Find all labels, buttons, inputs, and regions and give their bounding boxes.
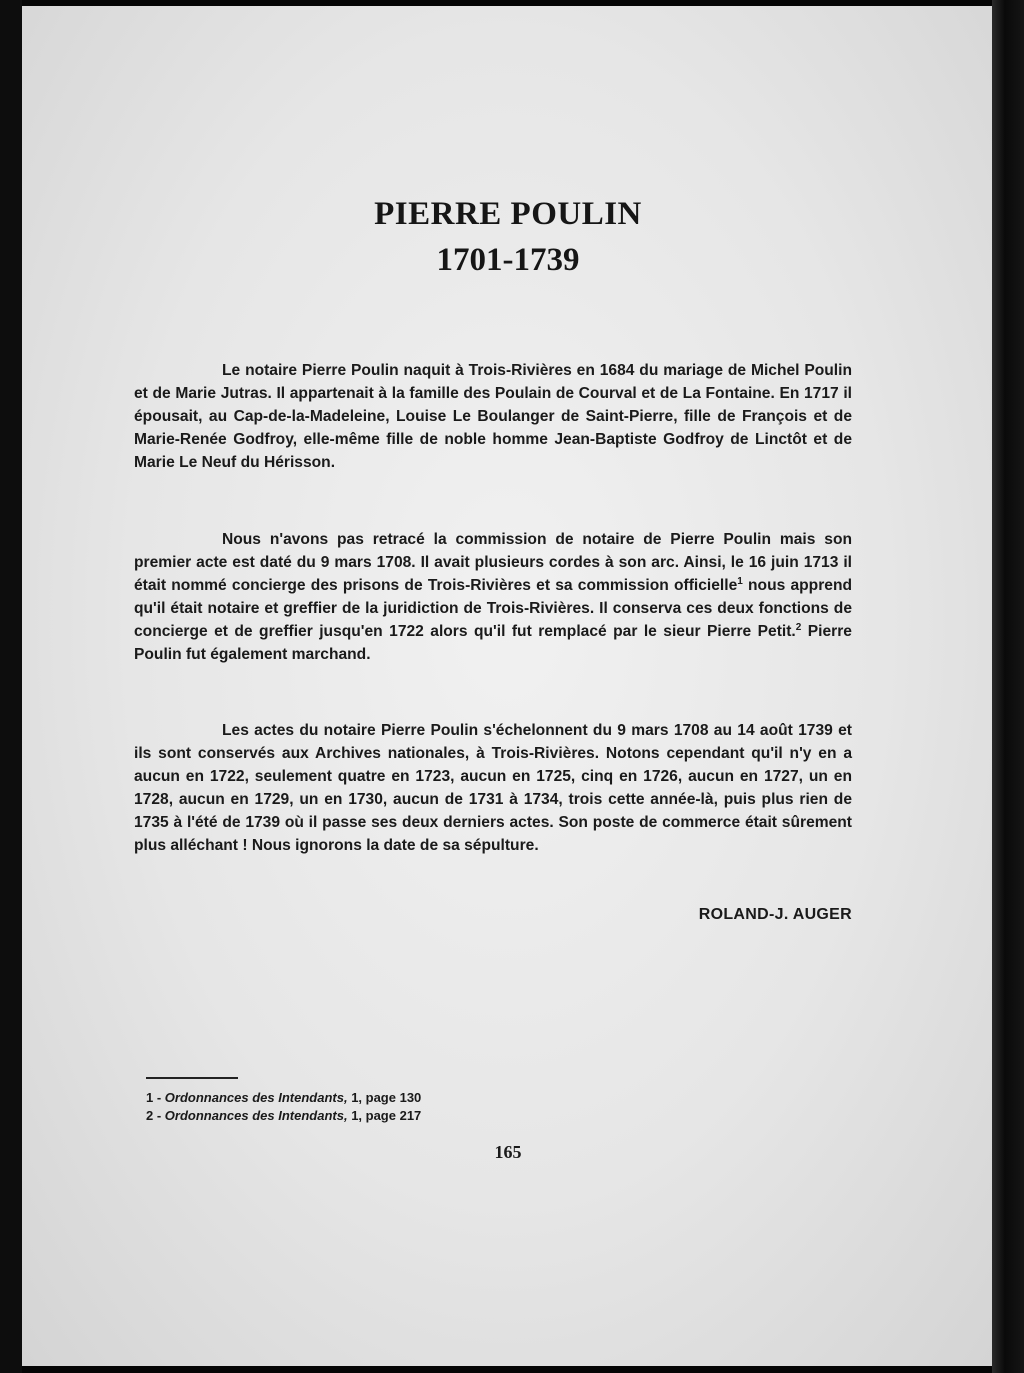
paragraph-career	[134, 528, 852, 666]
footnote-reference: 1, page 130	[351, 1090, 422, 1105]
paragraph-biography: Le notaire Pierre Poulin naquit à Trois-Rivières en 1684 du mariage de Michel Poulin et de Marie Jutras. Il appartenait à la famille des Poulain de Courval et de La Fontaine. En 1717 il épousait, au Cap-de-la-Madeleine, Louise Le Boulanger de Saint-Pierre, fille de François et de Marie-Renée Godfroy, elle-même fille de noble homme Jean-Baptiste Godfroy de Linctôt et de Marie Le Neuf du Hérisson.	[134, 362, 852, 471]
footnote-item	[146, 1107, 421, 1125]
paragraph-career-text-3: Pierre Poulin fut également marchand.	[134, 623, 852, 663]
footnote-reference: 1, page 217	[351, 1108, 422, 1123]
footnote-number: 2 -	[146, 1108, 162, 1123]
page-title: PIERRE POULIN	[374, 196, 642, 232]
paragraph-records: Les actes du notaire Pierre Poulin s'échelonnent du 9 mars 1708 au 14 août 1739 et ils sont conservés aux Archives nationales, à Trois-Rivières. Notons cependant qu'il n'y en a aucun en 1722, seulement quatre en 1723, aucun en 1725, cinq en 1726, aucun en 1727, un en 1728, aucun en 1729, un en 1730, aucun de 1731 à 1734, trois cette année-là, puis plus rien de 1735 à l'été de 1739 où il passe ses deux derniers actes. Son poste de commerce était sûrement plus alléchant ! Nous ignorons la date de sa sépulture.	[134, 722, 852, 854]
paragraph-career-text-1: Nous n'avons pas retracé la commission de notaire de Pierre Poulin mais son premier acte est daté du 9 mars 1708. Il avait plusieurs cordes à son arc. Ainsi, le 16 juin 1713 il était nommé concierge des prisons de Trois-Rivières et sa commission officielle	[134, 531, 852, 594]
footnote-divider	[146, 1077, 238, 1079]
footnote-source: Ordonnances des Intendants,	[164, 1090, 348, 1105]
footnote-source: Ordonnances des Intendants,	[164, 1108, 348, 1123]
page-subtitle-dates: 1701-1739	[436, 242, 580, 278]
footnote-item	[146, 1089, 421, 1107]
footnote-ref-1: 1	[737, 575, 743, 587]
scan-right-edge	[992, 0, 1024, 1373]
document-page	[22, 6, 994, 1366]
scan-left-edge	[0, 0, 22, 1373]
footnote-ref-2: 2	[795, 621, 802, 633]
footnotes-list	[146, 1089, 421, 1125]
paragraph-career-text-2: nous apprend qu'il était notaire et greffier de la juridiction de Trois-Rivières. Il conserva ces deux fonctions de concierge et de greffier jusqu'en 1722 alors qu'il fut remplacé par le sieur Pierre Petit.	[134, 577, 852, 640]
page-number: 165	[494, 1142, 522, 1162]
footnote-number: 1 -	[146, 1090, 162, 1105]
author-signature: ROLAND-J. AUGER	[698, 906, 852, 923]
